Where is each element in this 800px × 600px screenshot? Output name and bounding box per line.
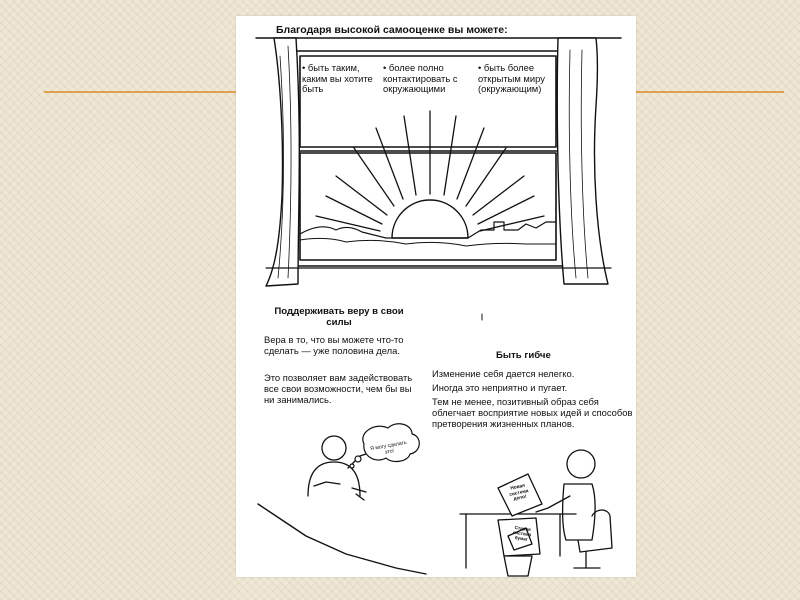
left-heading: Поддерживать веру в свои силы <box>274 306 404 328</box>
poster-illustration <box>236 16 636 577</box>
thought-bubble-text: Я могу сделать это! <box>369 439 408 456</box>
window-bullet-1: • быть таким, каким вы хотите быть <box>302 63 374 95</box>
accent-line-left <box>44 91 240 93</box>
sun-icon <box>392 200 468 238</box>
desk-scene <box>460 450 612 576</box>
skyline <box>300 222 556 238</box>
left-paragraph-1: Вера в то, что вы можете что-то сделать — уже половина дела. <box>264 334 404 357</box>
right-paragraph-3: Тем не менее, позитивный образ себя облегчает восприятие новых идей и способов претворения жизненных планов. <box>432 396 633 430</box>
poster-title: Благодаря высокой самооценке вы можете: <box>276 24 508 36</box>
left-paragraph-2: Это позволяет вам задействовать все свои возможности, чем бы вы ни занимались. <box>264 372 413 406</box>
right-heading: Быть гибче <box>496 350 551 361</box>
window-bullet-3: • быть более открытым миру (окружающим) <box>478 63 558 95</box>
right-paragraph-2: Иногда это неприятно и пугает. <box>432 382 568 393</box>
paper-sheet-text: Новая система дело! <box>508 483 529 503</box>
bushes <box>300 238 556 246</box>
poster-page <box>236 16 636 577</box>
sun-rays <box>316 111 544 231</box>
mountain-line <box>258 504 426 574</box>
curtain-right <box>557 38 608 284</box>
man-with-idea <box>308 436 366 500</box>
curtain-left <box>266 38 299 286</box>
accent-line-right <box>634 91 784 93</box>
right-paragraph-1: Изменение себя дается нелегко. <box>432 368 575 379</box>
box-label-text: Старая система бумаг <box>512 524 532 543</box>
window-bullet-2: • более полно контактировать с окружающими <box>383 63 475 95</box>
